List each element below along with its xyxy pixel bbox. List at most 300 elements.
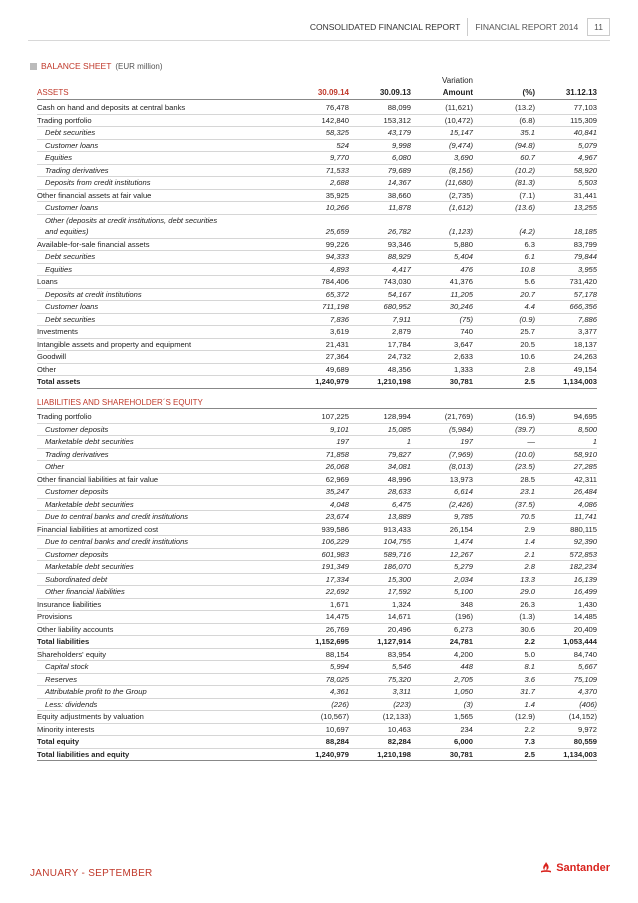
row-value: 17,592 xyxy=(349,586,411,599)
row-value: (37.5) xyxy=(473,498,535,511)
row-label: Other financial liabilities xyxy=(37,586,274,599)
row-value: 153,312 xyxy=(349,114,411,127)
row-value: 71,533 xyxy=(274,164,349,177)
row-value: 3,647 xyxy=(411,338,473,351)
row-value: (223) xyxy=(349,698,411,711)
row-label: Customer deposits xyxy=(37,423,274,436)
row-value: 94,333 xyxy=(274,251,349,264)
row-label: Marketable debt securities xyxy=(37,436,274,449)
table-row xyxy=(37,411,597,423)
table-row xyxy=(37,226,597,238)
row-value: 8,500 xyxy=(535,423,597,436)
row-value: 58,910 xyxy=(535,448,597,461)
row-value: 25,659 xyxy=(274,226,349,238)
row-value: 5,880 xyxy=(411,238,473,251)
row-value: 2.1 xyxy=(473,548,535,561)
row-value: 1,565 xyxy=(411,711,473,724)
row-value: 4,361 xyxy=(274,686,349,699)
row-value: 666,356 xyxy=(535,301,597,314)
row-label: Total equity xyxy=(37,736,274,749)
row-label: Trading portfolio xyxy=(37,411,274,423)
row-value xyxy=(274,214,349,226)
row-value: (226) xyxy=(274,698,349,711)
table-row xyxy=(37,548,597,561)
row-value: 197 xyxy=(411,436,473,449)
row-value xyxy=(349,214,411,226)
row-value: 38,660 xyxy=(349,189,411,202)
table-row xyxy=(37,189,597,202)
row-value: 6.1 xyxy=(473,251,535,264)
row-value: 75,109 xyxy=(535,673,597,686)
row-value: 10,463 xyxy=(349,723,411,736)
row-value: 79,689 xyxy=(349,164,411,177)
row-value: 5,546 xyxy=(349,661,411,674)
row-value: 4,048 xyxy=(274,498,349,511)
row-label: Cash on hand and deposits at central banks xyxy=(37,102,274,114)
table-row xyxy=(37,636,597,649)
table-row xyxy=(37,448,597,461)
table-row xyxy=(37,723,597,736)
table-row xyxy=(37,698,597,711)
row-label: Other financial liabilities at fair value xyxy=(37,473,274,486)
table-row xyxy=(37,263,597,276)
row-value: (6.8) xyxy=(473,114,535,127)
row-value: (406) xyxy=(535,698,597,711)
row-label: Customer deposits xyxy=(37,486,274,499)
row-value: (94.8) xyxy=(473,139,535,152)
table-row xyxy=(37,238,597,251)
row-value: 5,503 xyxy=(535,177,597,190)
row-value: (11,680) xyxy=(411,177,473,190)
row-value: 1,152,695 xyxy=(274,636,349,649)
table-row xyxy=(37,736,597,749)
row-value: 23,674 xyxy=(274,511,349,524)
row-label: Equities xyxy=(37,263,274,276)
table-row xyxy=(37,177,597,190)
row-value: 9,998 xyxy=(349,139,411,152)
table-row xyxy=(37,623,597,636)
row-value: 57,178 xyxy=(535,288,597,301)
row-value: (196) xyxy=(411,611,473,624)
table-row xyxy=(37,288,597,301)
row-value: 601,983 xyxy=(274,548,349,561)
row-value: 234 xyxy=(411,723,473,736)
row-value: 2.5 xyxy=(473,748,535,761)
row-value: 84,740 xyxy=(535,648,597,661)
row-value: 9,101 xyxy=(274,423,349,436)
row-value: 54,167 xyxy=(349,288,411,301)
row-value: 92,390 xyxy=(535,536,597,549)
row-value: 18,137 xyxy=(535,338,597,351)
col-31-12-13: 31.12.13 xyxy=(535,87,597,100)
row-value: 1.4 xyxy=(473,698,535,711)
row-value: 35,925 xyxy=(274,189,349,202)
row-label: Shareholders' equity xyxy=(37,648,274,661)
row-value: 784,406 xyxy=(274,276,349,289)
row-value: 35,247 xyxy=(274,486,349,499)
brand-name: Santander xyxy=(556,862,610,874)
row-value: 14,367 xyxy=(349,177,411,190)
row-label: Reserves xyxy=(37,673,274,686)
row-label: Total liabilities and equity xyxy=(37,748,274,761)
row-value: (21,769) xyxy=(411,411,473,423)
row-value: 93,346 xyxy=(349,238,411,251)
row-value: 191,349 xyxy=(274,561,349,574)
row-value: (23.5) xyxy=(473,461,535,474)
row-value: 10.8 xyxy=(473,263,535,276)
row-value: 88,099 xyxy=(349,102,411,114)
row-value: 30,246 xyxy=(411,301,473,314)
row-label: Marketable debt securities xyxy=(37,561,274,574)
row-value xyxy=(535,214,597,226)
assets-label: ASSETS xyxy=(37,87,287,100)
row-value: 3,955 xyxy=(535,263,597,276)
row-value: 17,784 xyxy=(349,338,411,351)
row-value: 2,034 xyxy=(411,573,473,586)
liabilities-table xyxy=(37,411,597,761)
row-value: 7,911 xyxy=(349,313,411,326)
row-value: 15,085 xyxy=(349,423,411,436)
row-value: (1.3) xyxy=(473,611,535,624)
row-value: 3.6 xyxy=(473,673,535,686)
table-row xyxy=(37,152,597,165)
liabilities-title: LIABILITIES AND SHAREHOLDER´S EQUITY xyxy=(37,398,597,409)
row-value: (4.2) xyxy=(473,226,535,238)
row-value: 30,781 xyxy=(411,748,473,761)
row-value: 2,705 xyxy=(411,673,473,686)
row-value: 7.3 xyxy=(473,736,535,749)
row-value: (12,133) xyxy=(349,711,411,724)
row-value: 2,633 xyxy=(411,351,473,364)
row-value: 5.0 xyxy=(473,648,535,661)
table-row xyxy=(37,301,597,314)
table-row xyxy=(37,376,597,389)
row-value: 28.5 xyxy=(473,473,535,486)
col-30-09-13: 30.09.13 xyxy=(349,87,411,100)
row-value: 15,147 xyxy=(411,127,473,140)
table-row xyxy=(37,661,597,674)
section-title xyxy=(30,61,163,71)
report-title: CONSOLIDATED FINANCIAL REPORT xyxy=(309,22,461,32)
row-value: 115,309 xyxy=(535,114,597,127)
row-label: Other xyxy=(37,363,274,376)
table-row xyxy=(37,351,597,364)
row-label: Customer deposits xyxy=(37,548,274,561)
table-row xyxy=(37,486,597,499)
row-value: 743,030 xyxy=(349,276,411,289)
row-value: 740 xyxy=(411,326,473,339)
row-value: 23.1 xyxy=(473,486,535,499)
row-value: 6,614 xyxy=(411,486,473,499)
santander-flame-icon xyxy=(540,862,552,874)
row-value: 5,994 xyxy=(274,661,349,674)
row-value: (16.9) xyxy=(473,411,535,423)
row-value: 16,139 xyxy=(535,573,597,586)
row-value xyxy=(473,214,535,226)
row-value: 12,267 xyxy=(411,548,473,561)
row-value: 9,770 xyxy=(274,152,349,165)
row-value: (13.6) xyxy=(473,202,535,215)
row-value: 680,952 xyxy=(349,301,411,314)
table-row xyxy=(37,561,597,574)
row-value: 1,134,003 xyxy=(535,376,597,389)
footer-logo xyxy=(540,862,610,874)
row-value: 10,697 xyxy=(274,723,349,736)
row-value: 4,893 xyxy=(274,263,349,276)
row-value: 10.6 xyxy=(473,351,535,364)
row-value: 1,430 xyxy=(535,598,597,611)
row-value: 62,969 xyxy=(274,473,349,486)
row-value: 1,474 xyxy=(411,536,473,549)
row-value: 2.2 xyxy=(473,636,535,649)
table-row xyxy=(37,611,597,624)
row-value: 4,200 xyxy=(411,648,473,661)
table-row xyxy=(37,436,597,449)
row-value: 77,103 xyxy=(535,102,597,114)
row-label: Deposits at credit institutions xyxy=(37,288,274,301)
table-row xyxy=(37,102,597,114)
table-row xyxy=(37,648,597,661)
row-label: Financial liabilities at amortized cost xyxy=(37,523,274,536)
row-value: (1,612) xyxy=(411,202,473,215)
row-value: 31.7 xyxy=(473,686,535,699)
row-value: 11,741 xyxy=(535,511,597,524)
row-value: 913,433 xyxy=(349,523,411,536)
row-value: — xyxy=(473,436,535,449)
row-label: Customer loans xyxy=(37,139,274,152)
report-subtitle: FINANCIAL REPORT 2014 xyxy=(467,18,585,36)
row-value: 9,972 xyxy=(535,723,597,736)
row-value: 1,324 xyxy=(349,598,411,611)
table-row xyxy=(37,326,597,339)
col-amount: Amount xyxy=(411,87,473,100)
row-value: 20,496 xyxy=(349,623,411,636)
row-label: Trading derivatives xyxy=(37,448,274,461)
row-label: Insurance liabilities xyxy=(37,598,274,611)
row-value: 88,284 xyxy=(274,736,349,749)
row-label: Trading portfolio xyxy=(37,114,274,127)
row-value: 2.8 xyxy=(473,363,535,376)
row-value: 5,279 xyxy=(411,561,473,574)
row-value: (2,735) xyxy=(411,189,473,202)
row-value: 182,234 xyxy=(535,561,597,574)
row-label: Customer loans xyxy=(37,301,274,314)
table-row xyxy=(37,523,597,536)
row-value: 1 xyxy=(535,436,597,449)
row-value: 13,255 xyxy=(535,202,597,215)
table-row xyxy=(37,598,597,611)
row-value: 34,081 xyxy=(349,461,411,474)
table-row xyxy=(37,586,597,599)
table-row xyxy=(37,338,597,351)
row-value: 20.7 xyxy=(473,288,535,301)
report-header xyxy=(303,18,610,36)
row-value: (12.9) xyxy=(473,711,535,724)
row-value: 2.8 xyxy=(473,561,535,574)
row-value: 58,325 xyxy=(274,127,349,140)
row-value: 7,886 xyxy=(535,313,597,326)
row-value: 99,226 xyxy=(274,238,349,251)
row-label: Other financial assets at fair value xyxy=(37,189,274,202)
row-value: 58,920 xyxy=(535,164,597,177)
row-label: Loans xyxy=(37,276,274,289)
row-value: 128,994 xyxy=(349,411,411,423)
row-label: Total liabilities xyxy=(37,636,274,649)
row-value: 26.3 xyxy=(473,598,535,611)
row-value: 2,879 xyxy=(349,326,411,339)
row-value: 21,431 xyxy=(274,338,349,351)
row-value: 27,285 xyxy=(535,461,597,474)
row-value: 1,671 xyxy=(274,598,349,611)
row-value: 24,263 xyxy=(535,351,597,364)
row-value: 9,785 xyxy=(411,511,473,524)
row-value: 76,478 xyxy=(274,102,349,114)
row-value: 4,370 xyxy=(535,686,597,699)
row-value: (1,123) xyxy=(411,226,473,238)
row-label: Debt securities xyxy=(37,127,274,140)
table-row xyxy=(37,423,597,436)
table-row xyxy=(37,511,597,524)
row-value: (11,621) xyxy=(411,102,473,114)
row-value: 1.4 xyxy=(473,536,535,549)
row-label: Available-for-sale financial assets xyxy=(37,238,274,251)
row-value: 1,127,914 xyxy=(349,636,411,649)
row-value: 80,559 xyxy=(535,736,597,749)
row-label: Customer loans xyxy=(37,202,274,215)
row-label: Total assets xyxy=(37,376,274,389)
row-value: 40,841 xyxy=(535,127,597,140)
row-value: 1,210,198 xyxy=(349,376,411,389)
row-label: Provisions xyxy=(37,611,274,624)
table-row xyxy=(37,711,597,724)
row-value: (8,156) xyxy=(411,164,473,177)
section-square-icon xyxy=(30,63,37,70)
row-value: (10,567) xyxy=(274,711,349,724)
row-value: (9,474) xyxy=(411,139,473,152)
table-row xyxy=(37,461,597,474)
footer-period: JANUARY - SEPTEMBER xyxy=(30,868,153,879)
row-value: 71,858 xyxy=(274,448,349,461)
row-value: 1,240,979 xyxy=(274,748,349,761)
row-value: 1 xyxy=(349,436,411,449)
row-value: 2,688 xyxy=(274,177,349,190)
row-value: (13.2) xyxy=(473,102,535,114)
row-label: Equity adjustments by valuation xyxy=(37,711,274,724)
row-value: 82,284 xyxy=(349,736,411,749)
row-label: Other liability accounts xyxy=(37,623,274,636)
row-value: 5,100 xyxy=(411,586,473,599)
row-value: (0.9) xyxy=(473,313,535,326)
row-value: 3,690 xyxy=(411,152,473,165)
row-value: 348 xyxy=(411,598,473,611)
row-value: 106,229 xyxy=(274,536,349,549)
row-value: 79,827 xyxy=(349,448,411,461)
row-value: 11,878 xyxy=(349,202,411,215)
row-value: 107,225 xyxy=(274,411,349,423)
row-value: 49,689 xyxy=(274,363,349,376)
row-value: 42,311 xyxy=(535,473,597,486)
row-value: 22,692 xyxy=(274,586,349,599)
table-row xyxy=(37,139,597,152)
table-row xyxy=(37,473,597,486)
row-value: 186,070 xyxy=(349,561,411,574)
row-value: 49,154 xyxy=(535,363,597,376)
row-value: 1,333 xyxy=(411,363,473,376)
row-value: 79,844 xyxy=(535,251,597,264)
row-value: 2.2 xyxy=(473,723,535,736)
row-value: 572,853 xyxy=(535,548,597,561)
row-label: Other xyxy=(37,461,274,474)
row-label: Trading derivatives xyxy=(37,164,274,177)
row-value: 26,782 xyxy=(349,226,411,238)
row-value: (3) xyxy=(411,698,473,711)
row-label: and equities) xyxy=(37,226,274,238)
section-unit: (EUR million) xyxy=(115,61,163,71)
row-value: 17,334 xyxy=(274,573,349,586)
row-value xyxy=(411,214,473,226)
table-row xyxy=(37,251,597,264)
table-row xyxy=(37,114,597,127)
table-row xyxy=(37,363,597,376)
row-label: Intangible assets and property and equipment xyxy=(37,338,274,351)
row-value: 13,889 xyxy=(349,511,411,524)
row-value: 14,475 xyxy=(274,611,349,624)
row-value: 14,485 xyxy=(535,611,597,624)
row-value: 25.7 xyxy=(473,326,535,339)
row-value: 88,154 xyxy=(274,648,349,661)
assets-header xyxy=(37,75,597,100)
row-value: 1,240,979 xyxy=(274,376,349,389)
col-30-09-14: 30.09.14 xyxy=(287,87,349,100)
row-value: (75) xyxy=(411,313,473,326)
row-value: 31,441 xyxy=(535,189,597,202)
row-value: 3,311 xyxy=(349,686,411,699)
row-label: Other (deposits at credit institutions, debt securities xyxy=(45,215,218,225)
row-value: 27,364 xyxy=(274,351,349,364)
row-value: 83,954 xyxy=(349,648,411,661)
row-value: (10.0) xyxy=(473,448,535,461)
row-value: 88,929 xyxy=(349,251,411,264)
row-label: Debt securities xyxy=(37,251,274,264)
row-label: Marketable debt securities xyxy=(37,498,274,511)
row-value: (2,426) xyxy=(411,498,473,511)
row-value: 104,755 xyxy=(349,536,411,549)
row-value: 7,836 xyxy=(274,313,349,326)
row-value: 5,667 xyxy=(535,661,597,674)
row-value: 939,586 xyxy=(274,523,349,536)
row-value: 48,356 xyxy=(349,363,411,376)
table-row xyxy=(37,686,597,699)
row-label: Less: dividends xyxy=(37,698,274,711)
assets-table xyxy=(37,102,597,389)
row-value: 26,068 xyxy=(274,461,349,474)
row-value: 11,205 xyxy=(411,288,473,301)
row-value: 524 xyxy=(274,139,349,152)
row-value: 30,781 xyxy=(411,376,473,389)
row-value: 13,973 xyxy=(411,473,473,486)
row-value: (8,013) xyxy=(411,461,473,474)
row-value: 3,377 xyxy=(535,326,597,339)
row-value: (10,472) xyxy=(411,114,473,127)
row-value: 14,671 xyxy=(349,611,411,624)
row-value: 20,409 xyxy=(535,623,597,636)
row-value: 13.3 xyxy=(473,573,535,586)
row-value: 448 xyxy=(411,661,473,674)
row-value: (81.3) xyxy=(473,177,535,190)
table-row xyxy=(37,127,597,140)
table-row xyxy=(37,573,597,586)
row-value: 24,781 xyxy=(411,636,473,649)
